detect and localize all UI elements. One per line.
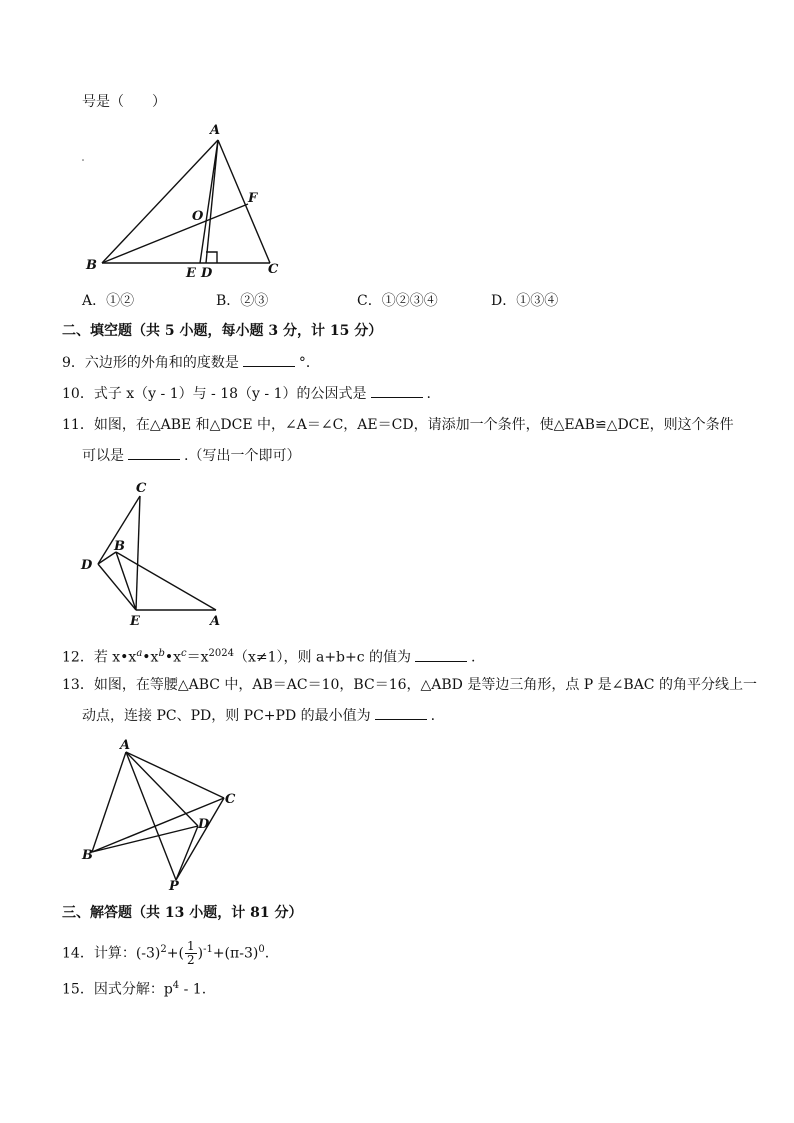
figure-2-triangles (76, 476, 236, 626)
q14-fraction: $\frac{1}{2}$ (186, 939, 195, 968)
fig2-label-b: B (114, 539, 125, 554)
q13-answer-blank (375, 706, 427, 720)
question-15: 15．因式分解：$p^4 - 1$. (62, 980, 207, 998)
fig1-segment-ac (218, 140, 270, 263)
figure-3-isosceles (78, 734, 248, 894)
fig2-segment-ba (116, 552, 216, 610)
fig1-label-o: O (192, 209, 204, 224)
fig1-segment-ae (200, 140, 218, 263)
fig1-label-b: B (86, 258, 97, 273)
fig2-segment-ce (136, 496, 140, 610)
fig2-segment-de (98, 564, 136, 610)
q9-answer-blank (243, 353, 295, 367)
figure-1-triangle (80, 118, 290, 283)
question-11-line-1: 11．如图，在△ABE 和△DCE 中，∠A＝∠C，AE＝CD，请添加一个条件，使△EAB≌△DCE，则这个条件 (62, 417, 734, 433)
fig1-segment-ab (102, 140, 218, 263)
fig3-segment-pd (176, 826, 198, 880)
q10-answer-blank (371, 384, 423, 398)
q8-option-b: B．②③ (216, 293, 269, 309)
fig1-label-d: D (201, 266, 213, 281)
q12-answer-blank (415, 648, 467, 662)
section-3-title: 三、解答题（共 13 小题，计 81 分） (62, 905, 303, 921)
fig3-label-c: C (225, 792, 236, 807)
q8-tail: 号是（ ） (82, 94, 166, 110)
fig3-label-a: A (120, 738, 131, 753)
fig3-segment-ad (126, 752, 198, 826)
fig2-label-e: E (130, 614, 140, 626)
fig3-label-b: B (82, 848, 93, 863)
question-10: 10．式子 x（y - 1）与 - 18（y - 1）的公因式是 . (62, 386, 431, 402)
fig3-segment-ab (92, 752, 126, 852)
fig1-label-f: F (248, 191, 258, 206)
fig2-label-c: C (136, 481, 147, 496)
fig3-label-p: P (169, 879, 179, 894)
fig1-segment-bf (102, 204, 248, 263)
fig1-label-c: C (268, 262, 279, 277)
fig1-right-angle-mark (206, 252, 217, 263)
q8-option-a: A．①② (82, 293, 135, 309)
fig1-segment-ad (206, 140, 218, 263)
q11-answer-blank (128, 446, 180, 460)
question-13-line-2: 动点，连接 PC、PD，则 PC+PD 的最小值为 . (82, 708, 436, 724)
question-13-line-1: 13．如图，在等腰△ABC 中，AB＝AC＝10，BC＝16，△ABD 是等边三角形，点 P 是∠BAC 的角平分线上一 (62, 677, 757, 693)
question-14: 14．计算：$(-3)^2+$( $\frac{1}{2}$ )$^{-1}+(\pi-3)^0$. (62, 939, 270, 968)
fig2-segment-be (116, 552, 136, 610)
fig1-label-a: A (210, 123, 221, 138)
fig2-label-d: D (81, 558, 93, 573)
question-12: 12．若 $x•x^a•x^b•x^c=x^{2024}(x\ne 1)$，则 a+b+c 的值为 . (62, 648, 476, 666)
q8-option-c: C．①②③④ (357, 293, 438, 309)
fig2-label-a: A (210, 614, 221, 626)
section-2-title: 二、填空题（共 5 小题，每小题 3 分，计 15 分） (62, 323, 383, 339)
fig3-label-d: D (198, 817, 210, 832)
fig1-label-e: E (186, 266, 196, 281)
q8-option-d: D．①③④ (491, 293, 559, 309)
question-9: 9．六边形的外角和的度数是 °． (62, 355, 320, 371)
question-11-line-2: 可以是 .（写出一个即可） (82, 448, 301, 464)
